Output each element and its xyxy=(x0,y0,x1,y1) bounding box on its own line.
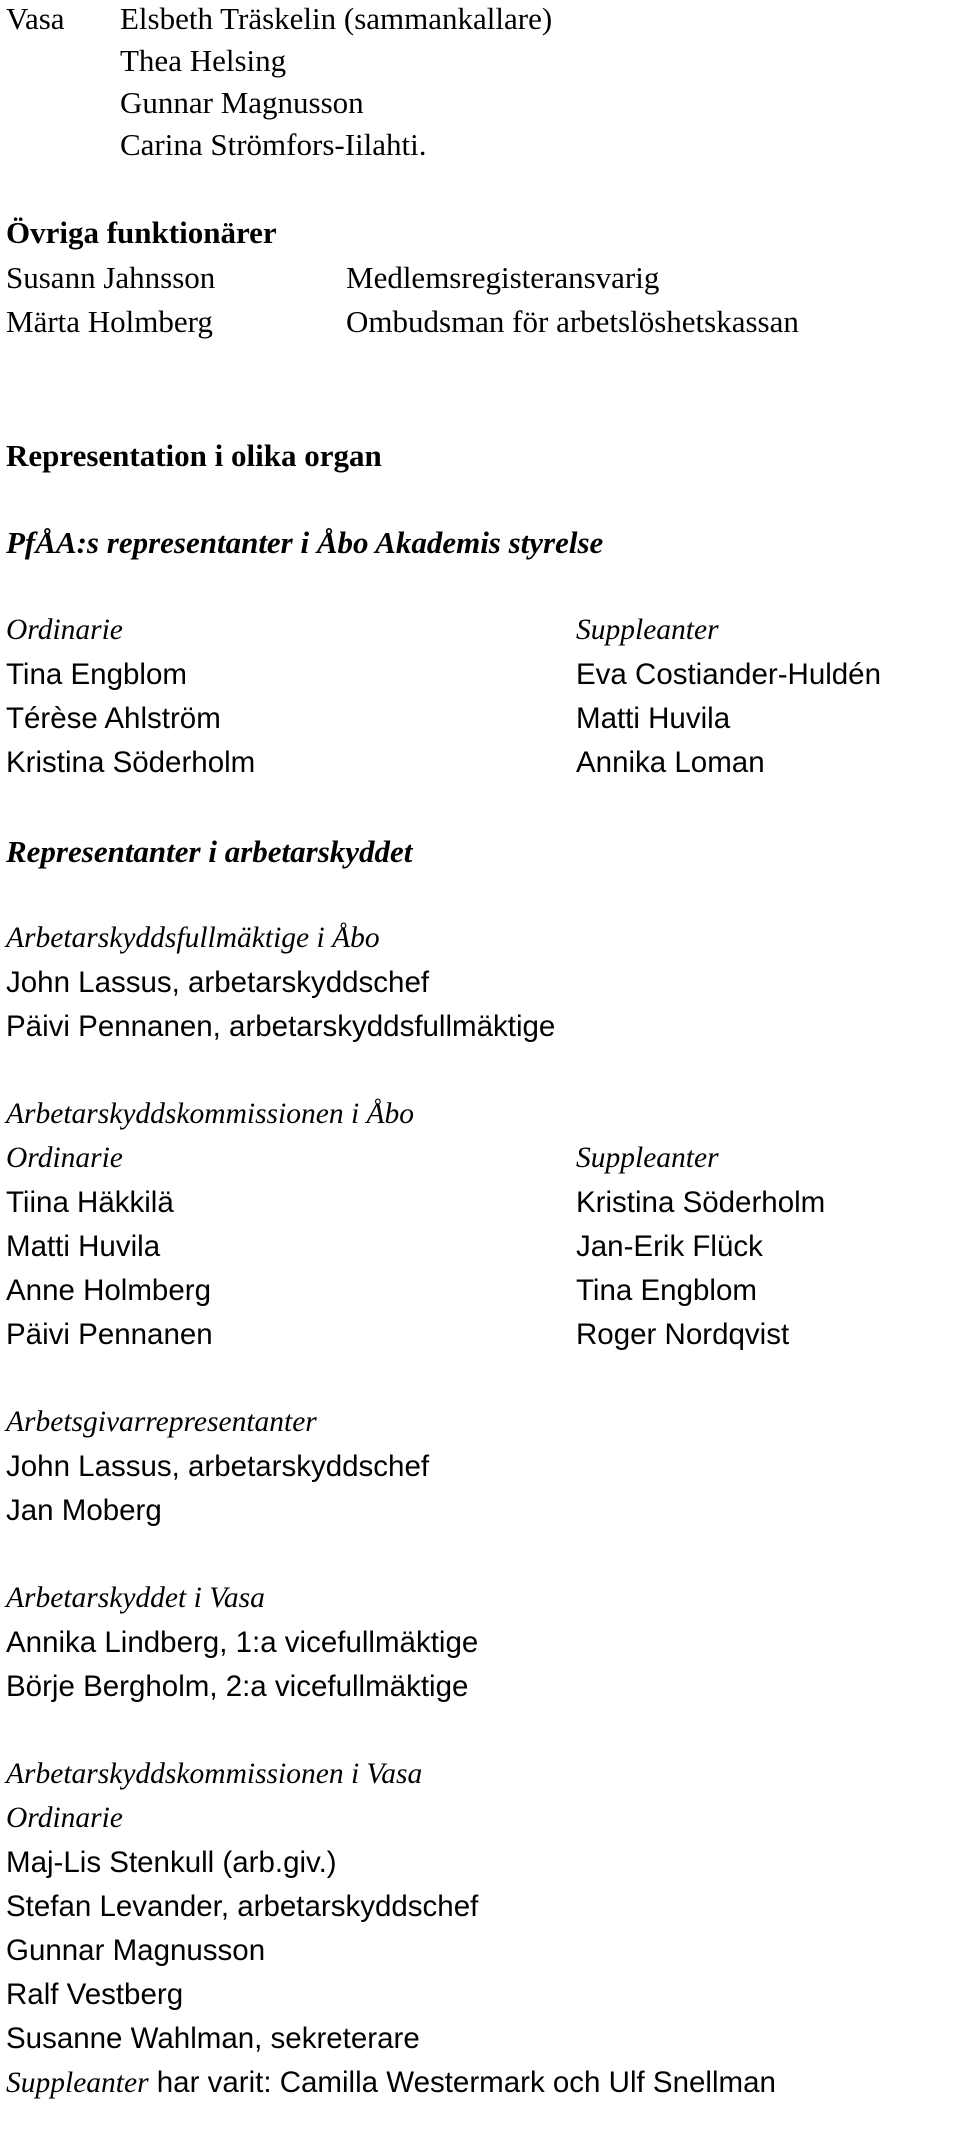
arbetarskyddet-vasa-heading: Arbetarskyddet i Vasa xyxy=(6,1582,265,1614)
akademi-heading: PfÅA:s representanter i Åbo Akademis styrelse xyxy=(6,525,604,560)
ovriga-name: Märta Holmberg xyxy=(6,304,213,339)
vasa-name: Thea Helsing xyxy=(120,43,287,78)
representation-heading: Representation i olika organ xyxy=(6,438,382,473)
arbetarskyddet-vasa-line: Annika Lindberg, 1:a vicefullmäktige xyxy=(6,1626,479,1659)
akademi-suppleant-name: Annika Loman xyxy=(576,746,765,779)
kommission-vasa-suppleanter-label: Suppleanter xyxy=(6,2067,149,2099)
akademi-suppleanter-label: Suppleanter xyxy=(576,614,719,646)
arbetsgivar-line: John Lassus, arbetarskyddschef xyxy=(6,1450,430,1483)
fullmaktige-abo-line: Päivi Pennanen, arbetarskyddsfullmäktige xyxy=(6,1010,556,1043)
ovriga-heading: Övriga funktionärer xyxy=(6,215,277,250)
kommission-vasa-ordinarie-label: Ordinarie xyxy=(6,1802,123,1834)
kommission-abo-ordinarie-name: Anne Holmberg xyxy=(6,1274,211,1307)
kommission-abo-ordinarie-name: Tiina Häkkilä xyxy=(6,1186,174,1219)
kommission-abo-suppleanter-label: Suppleanter xyxy=(576,1142,719,1174)
akademi-ordinarie-name: Tina Engblom xyxy=(6,658,187,691)
kommission-abo-ordinarie-name: Matti Huvila xyxy=(6,1230,161,1263)
kommission-abo-suppleant-name: Jan-Erik Flück xyxy=(576,1230,763,1263)
kommission-vasa-ordinarie-name: Ralf Vestberg xyxy=(6,1978,184,2011)
akademi-ordinarie-label: Ordinarie xyxy=(6,614,123,646)
kommission-abo-suppleant-name: Tina Engblom xyxy=(576,1274,757,1307)
vasa-name: Gunnar Magnusson xyxy=(120,85,364,120)
kommission-vasa-ordinarie-name: Maj-Lis Stenkull (arb.giv.) xyxy=(6,1846,337,1879)
arbetsgivar-line: Jan Moberg xyxy=(6,1494,162,1527)
akademi-suppleant-name: Matti Huvila xyxy=(576,702,731,735)
akademi-suppleant-name: Eva Costiander-Huldén xyxy=(576,658,881,691)
akademi-ordinarie-name: Térèse Ahlström xyxy=(6,702,221,735)
kommission-abo-ordinarie-name: Päivi Pennanen xyxy=(6,1318,213,1351)
vasa-label: Vasa xyxy=(6,1,65,36)
arbetarskyddet-vasa-line: Börje Bergholm, 2:a vicefullmäktige xyxy=(6,1670,469,1703)
kommission-vasa-ordinarie-name: Susanne Wahlman, sekreterare xyxy=(6,2022,420,2055)
vasa-name: Carina Strömfors-Iilahti. xyxy=(120,127,427,162)
fullmaktige-abo-heading: Arbetarskyddsfullmäktige i Åbo xyxy=(6,922,380,954)
kommission-vasa-ordinarie-name: Gunnar Magnusson xyxy=(6,1934,266,1967)
arbetarskyddet-heading: Representanter i arbetarskyddet xyxy=(6,834,413,869)
kommission-vasa-suppleanter-line xyxy=(6,2068,776,2099)
arbetsgivar-heading: Arbetsgivarrepresentanter xyxy=(6,1406,317,1438)
akademi-ordinarie-name: Kristina Söderholm xyxy=(6,746,256,779)
kommission-vasa-ordinarie-name: Stefan Levander, arbetarskyddschef xyxy=(6,1890,479,1923)
vasa-name: Elsbeth Träskelin (sammankallare) xyxy=(120,1,553,36)
kommission-abo-suppleant-name: Roger Nordqvist xyxy=(576,1318,790,1351)
ovriga-role: Ombudsman för arbetslöshetskassan xyxy=(346,304,799,339)
ovriga-name: Susann Jahnsson xyxy=(6,260,216,295)
ovriga-role: Medlemsregisteransvarig xyxy=(346,260,660,295)
kommission-abo-suppleant-name: Kristina Söderholm xyxy=(576,1186,826,1219)
kommission-vasa-suppleanter-text: har varit: Camilla Westermark och Ulf Snellman xyxy=(148,2066,776,2099)
kommission-vasa-heading: Arbetarskyddskommissionen i Vasa xyxy=(6,1758,423,1790)
kommission-abo-heading: Arbetarskyddskommissionen i Åbo xyxy=(6,1098,415,1130)
kommission-abo-ordinarie-label: Ordinarie xyxy=(6,1142,123,1174)
fullmaktige-abo-line: John Lassus, arbetarskyddschef xyxy=(6,966,430,999)
